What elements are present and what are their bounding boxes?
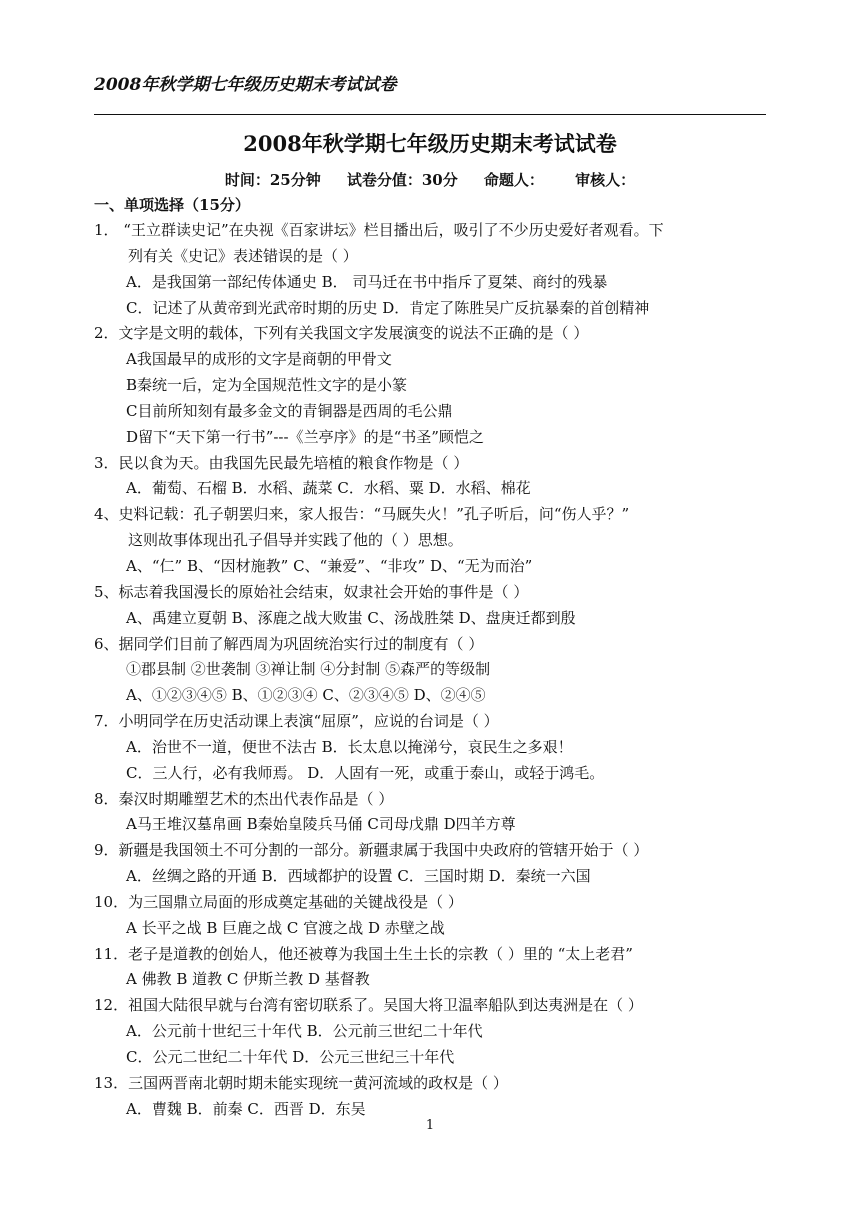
question-options: A 佛教 B 道教 C 伊斯兰教 D 基督教 <box>126 970 370 989</box>
question-stem: 12．祖国大陆很早就与台湾有密切联系了。吴国大将卫温率船队到达夷洲是在（ ） <box>94 996 643 1015</box>
question-options: A．是我国第一部纪传体通史 B． 司马迁在书中指斥了夏桀、商纣的残暴 <box>126 272 608 291</box>
question-item <box>0 838 860 890</box>
page-title: 2008年秋学期七年级历史期末考试试卷 <box>243 131 617 156</box>
question-options: A马王堆汉墓帛画 B秦始皇陵兵马俑 C司母戊鼎 D四羊方尊 <box>126 815 516 834</box>
question-item <box>0 1071 860 1123</box>
question-item <box>0 632 860 710</box>
question-stem: 9．新疆是我国领土不可分割的一部分。新疆隶属于我国中央政府的管辖开始于（ ） <box>94 841 649 860</box>
question-options: C．三人行，必有我师焉。 D．人固有一死，或重于泰山，或轻于鸿毛。 <box>126 763 605 782</box>
question-stem: 6、据同学们目前了解西周为巩固统治实行过的制度有（ ） <box>94 634 484 653</box>
question-stem: 1． “王立群读史记”在央视《百家讲坛》栏目播出后，吸引了不少历史爱好者观看。下 <box>94 221 664 239</box>
question-stem: 3．民以食为天。由我国先民最先培植的粮食作物是（ ） <box>94 453 469 472</box>
question-item <box>0 993 860 1071</box>
question-stem-continuation: 这则故事体现出孔子倡导并实践了他的（ ）思想。 <box>128 531 463 550</box>
question-stem: 10．为三国鼎立局面的形成奠定基础的关键战役是（ ） <box>94 892 463 911</box>
question-options: A．葡萄、石榴 B．水稻、蔬菜 C．水稻、粟 D．水稻、棉花 <box>126 479 531 498</box>
question-options: D留下“天下第一行书”---《兰亭序》的是“书圣”顾恺之 <box>126 427 484 446</box>
question-item <box>0 451 860 503</box>
question-stem: 8．秦汉时期雕塑艺术的杰出代表作品是（ ） <box>94 789 394 808</box>
question-stem: 5、标志着我国漫长的原始社会结束，奴隶社会开始的事件是（ ） <box>94 582 529 601</box>
question-stem: 4、史料记载：孔子朝罢归来，家人报告：“马厩失火！”孔子听后，问“伤人乎？” <box>94 505 630 524</box>
question-item <box>0 942 860 994</box>
question-options: A、“仁” B、“因材施教” C、“兼爱”、“非攻” D、“无为而治” <box>126 556 533 575</box>
question-item <box>0 580 860 632</box>
question-options: C目前所知刻有最多金文的青铜器是西周的毛公鼎 <box>126 401 453 420</box>
question-options: A、①②③④⑤ B、①②③④ C、②③④⑤ D、②④⑤ <box>126 686 486 705</box>
question-options: A我国最早的成形的文字是商朝的甲骨文 <box>126 350 392 369</box>
question-options: A．曹魏 B．前秦 C．西晋 D．东吴 <box>126 1099 366 1118</box>
question-options: A．公元前十世纪三十年代 B．公元前三世纪二十年代 <box>126 1022 483 1041</box>
question-stem: 7．小明同学在历史活动课上表演“屈原”，应说的台词是（ ） <box>94 712 499 731</box>
section-title: 一、单项选择（15分） <box>94 196 250 214</box>
question-stem: 11．老子是道教的创始人，他还被尊为我国土生土长的宗教（ ）里的 “太上老君” <box>94 944 633 963</box>
page-number: 1 <box>425 1118 435 1133</box>
question-item <box>0 502 860 580</box>
question-options: A、禹建立夏朝 B、涿鹿之战大败蚩 C、汤战胜桀 D、盘庚迁都到殷 <box>126 608 576 627</box>
question-options: A 长平之战 B 巨鹿之战 C 官渡之战 D 赤壁之战 <box>126 918 445 937</box>
exam-meta-line: 时间：25分钟 试卷分值：30分 命题人： 审核人： <box>224 171 636 189</box>
question-stem: 13．三国两晋南北朝时期未能实现统一黄河流域的政权是（ ） <box>94 1073 508 1092</box>
question-item <box>0 709 860 787</box>
question-options: C．记述了从黄帝到光武帝时期的历史 D．肯定了陈胜吴广反抗暴秦的首创精神 <box>126 298 650 317</box>
question-item <box>0 321 860 450</box>
question-options: A．治世不一道，便世不法古 B．长太息以掩涕兮，哀民生之多艰！ <box>126 737 573 756</box>
question-item <box>0 218 860 321</box>
question-options: ①郡县制 ②世袭制 ③禅让制 ④分封制 ⑤森严的等级制 <box>126 660 491 679</box>
question-item <box>0 890 860 942</box>
running-header-title: 2008年秋学期七年级历史期末考试试卷 <box>94 75 397 95</box>
question-options: A．丝绸之路的开通 B．西域都护的设置 C．三国时期 D．秦统一六国 <box>126 867 591 886</box>
question-list <box>0 218 860 1123</box>
question-options: C．公元二世纪二十年代 D．公元三世纪三十年代 <box>126 1048 455 1066</box>
question-stem-continuation: 列有关《史记》表述错误的是（ ） <box>128 246 358 265</box>
header-divider <box>94 114 766 115</box>
question-stem: 2．文字是文明的载体，下列有关我国文字发展演变的说法不正确的是（ ） <box>94 324 589 343</box>
question-item <box>0 787 860 839</box>
question-options: B秦统一后，定为全国规范性文字的是小篆 <box>126 376 408 395</box>
